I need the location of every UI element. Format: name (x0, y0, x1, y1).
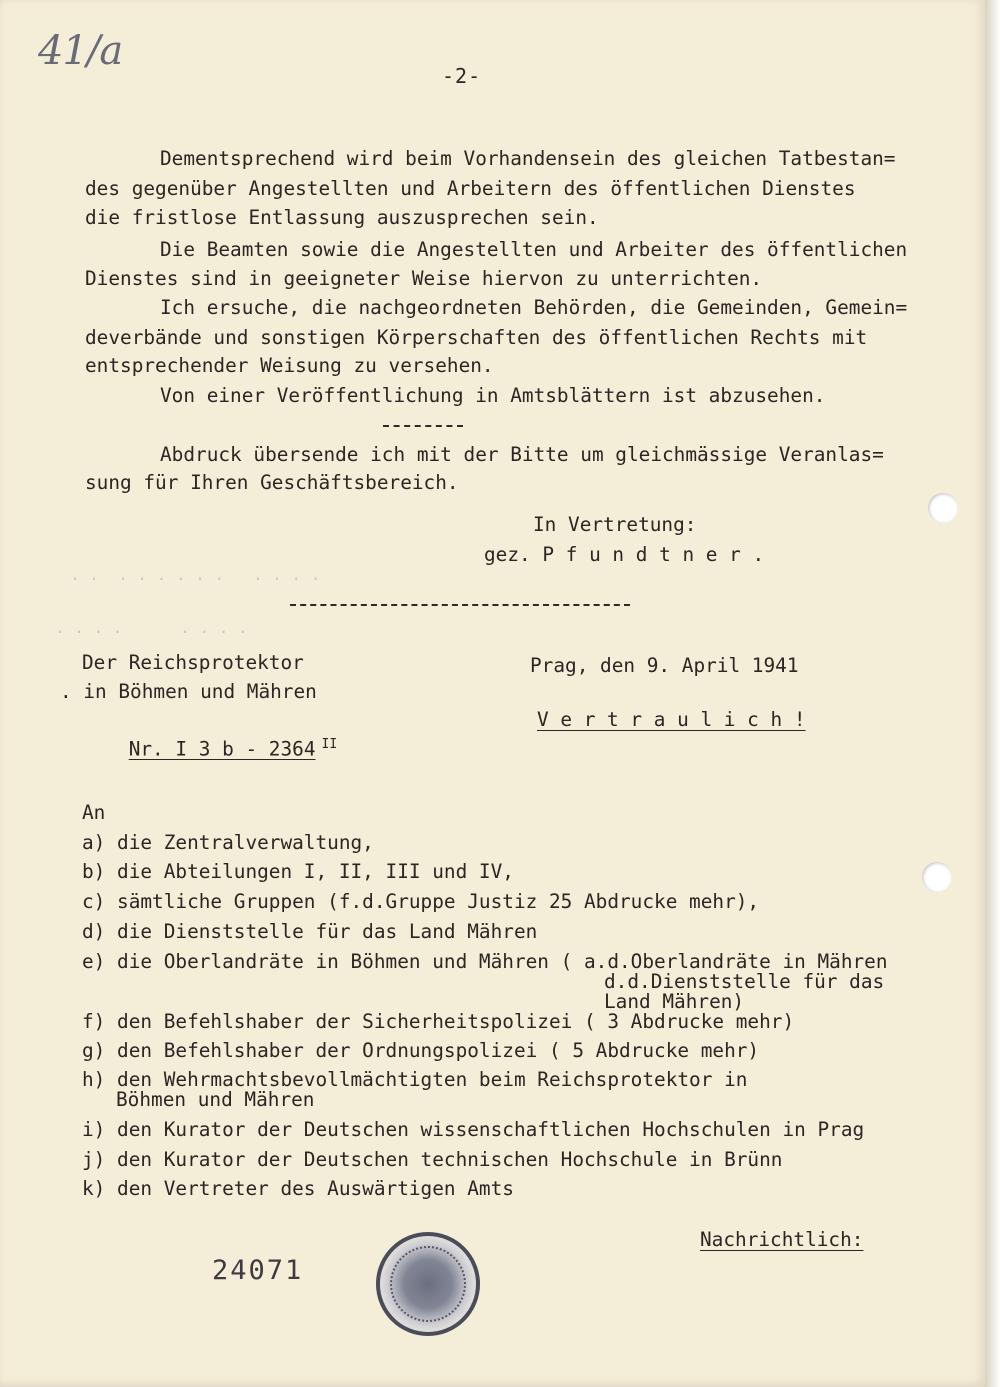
recipient-item: b) die Abteilungen I, II, III und IV, (82, 860, 514, 883)
classification-mark: V e r t r a u l i c h ! (537, 708, 806, 731)
body-line: deverbände und sonstigen Körperschaften des öffentlichen Rechts mit (85, 326, 868, 349)
recipient-item-continuation: d.d.Dienststelle für das (604, 970, 885, 993)
recipient-item: i) den Kurator der Deutschen wissenschaftlichen Hochschulen in Prag (82, 1118, 865, 1141)
recipient-item: g) den Befehlshaber der Ordnungspolizei ( 5 Abdrucke mehr) (82, 1039, 760, 1062)
recipient-item-continuation: Böhmen und Mähren (116, 1088, 315, 1111)
body-line: Von einer Veröffentlichung in Amtsblättern ist abzusehen. (160, 384, 826, 407)
body-line: Ich ersuche, die nachgeordneten Behörden, die Gemeinden, Gemein= (160, 296, 908, 319)
bleed-through-mark: . . . . . . . . . . . . (70, 565, 321, 584)
body-line: entsprechender Weisung zu versehen. (85, 354, 494, 377)
official-seal-stamp (376, 1232, 480, 1336)
body-line: Die Beamten sowie die Angestellten und Arbeiter des öffentlichen (160, 238, 908, 261)
recipient-item: h) den Wehrmachtsbevollmächtigten beim Reichsprotektor in (82, 1068, 748, 1091)
recipient-item: c) sämtliche Gruppen (f.d.Gruppe Justiz 25 Abdrucke mehr), (82, 890, 760, 913)
separator-rule (290, 604, 630, 606)
recipient-item: d) die Dienststelle für das Land Mähren (82, 920, 538, 943)
body-line: Dementsprechend wird beim Vorhandensein des gleichen Tatbestan= (160, 147, 896, 170)
recipient-item: a) die Zentralverwaltung, (82, 831, 374, 854)
body-line: Dienstes sind in geeigneter Weise hiervon zu unterrichten. (85, 267, 763, 290)
seal-inner-ring (390, 1246, 466, 1322)
recipient-item: f) den Befehlshaber der Sicherheitspolizei ( 3 Abdrucke mehr) (82, 1010, 795, 1033)
punch-hole (922, 862, 952, 892)
reference-superscript: II (321, 737, 338, 752)
forward-line: Abdruck übersende ich mit der Bitte um gleichmässige Veranlas= (160, 443, 884, 466)
recipient-item: k) den Vertreter des Auswärtigen Amts (82, 1177, 514, 1200)
recipients-header: An (82, 801, 106, 824)
sender-line-1: Der Reichsprotektor (82, 651, 304, 674)
page-edge-shadow (985, 0, 1000, 1387)
punch-hole (928, 493, 958, 523)
for-information-label: Nachrichtlich: (700, 1228, 864, 1251)
bleed-through-mark: . . . . . . . . (55, 618, 248, 637)
place-date: Prag, den 9. April 1941 (530, 654, 799, 677)
body-line: des gegenüber Angestellten und Arbeitern des öffentlichen Dienstes (85, 177, 856, 200)
forward-line: sung für Ihren Geschäftsbereich. (85, 471, 459, 494)
archive-number-stamp: 24071 (212, 1255, 304, 1286)
section-divider (383, 425, 463, 427)
recipient-item: j) den Kurator der Deutschen technischen Hochschule in Brünn (82, 1148, 783, 1171)
page-number: -2- (442, 64, 482, 88)
handwritten-folio-mark: 41/a (38, 28, 123, 74)
recipient-item-continuation: Land Mähren) (604, 990, 745, 1013)
recipient-item: e) die Oberlandräte in Böhmen und Mähren ( a.d.Oberlandräte in Mähren (82, 950, 888, 973)
signature-line-1: In Vertretung: (533, 513, 697, 536)
body-line: die fristlose Entlassung auszusprechen sein. (85, 206, 599, 229)
reference-number (82, 712, 337, 782)
signature-line-2: gez. P f u n d t n e r . (484, 543, 765, 566)
sender-line-2: . in Böhmen und Mähren (60, 680, 317, 703)
reference-number-text: Nr. I 3 b - 2364 (128, 737, 316, 761)
